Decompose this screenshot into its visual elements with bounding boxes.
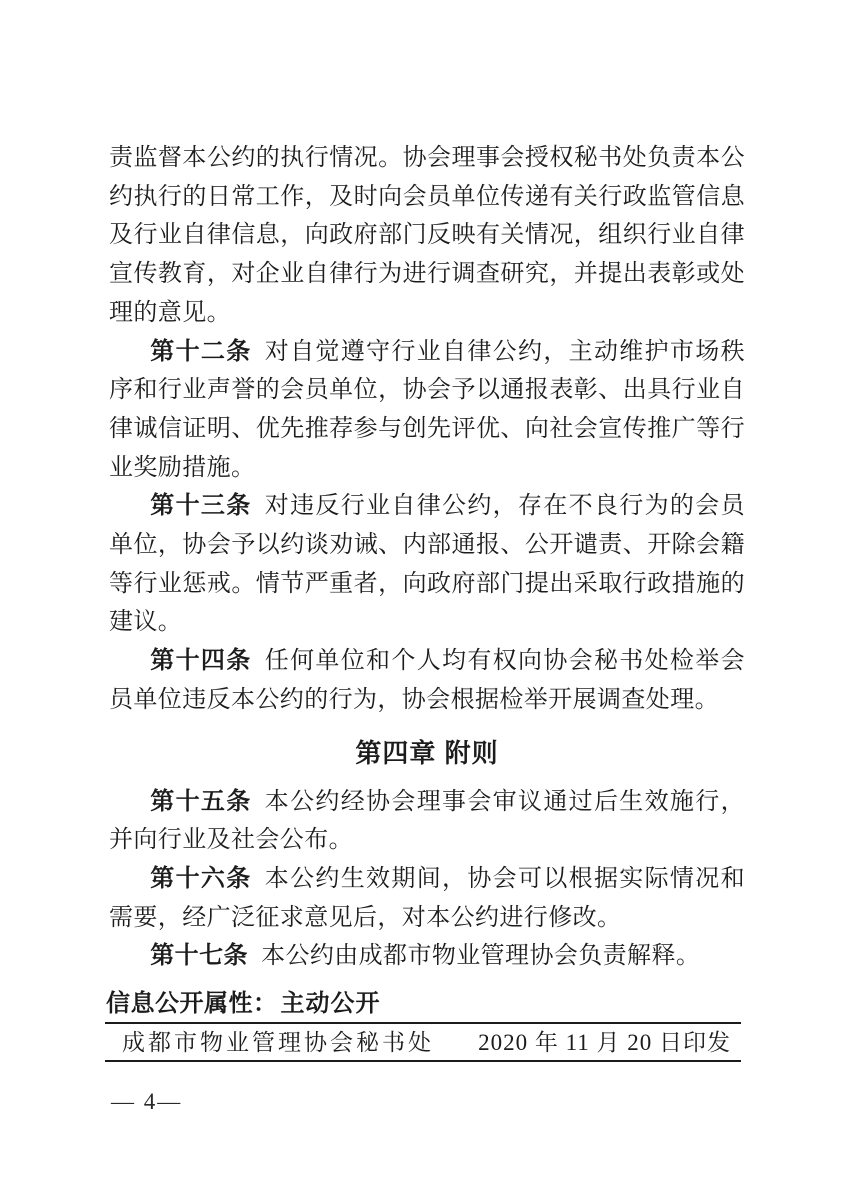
footer-top-rule bbox=[105, 1022, 741, 1024]
article-number: 第十六条 bbox=[150, 865, 252, 892]
article-number: 第十五条 bbox=[150, 788, 252, 815]
article-paragraph bbox=[109, 860, 745, 937]
article-paragraph bbox=[109, 487, 745, 642]
article-number: 第十四条 bbox=[150, 648, 252, 675]
article-paragraph bbox=[109, 783, 745, 860]
article-paragraph bbox=[109, 642, 745, 719]
footer-bottom-rule bbox=[105, 1060, 741, 1062]
chapter-heading: 第四章 附则 bbox=[355, 737, 499, 768]
disclosure-attribute-value: 主动公开 bbox=[280, 991, 381, 1017]
article-number: 第十三条 bbox=[150, 493, 252, 520]
paragraph-text: 本公约由成都市物业管理协会负责解释。 bbox=[261, 943, 701, 970]
article-paragraph bbox=[109, 333, 745, 488]
paragraph-text: 对自觉遵守行业自律公约，主动维护市场秩序和行业声誉的会员单位，协会予以通报表彰、出具行业自律诚信证明、优先推荐参与创先评优、向社会宣传推广等行业奖励措施。 bbox=[109, 338, 745, 481]
paragraph-text: 本公约经协会理事会审议通过后生效施行，并向行业及社会公布。 bbox=[109, 788, 745, 854]
paragraph-text: 本公约生效期间，协会可以根据实际情况和需要，经广泛征求意见后，对本公约进行修改。 bbox=[109, 865, 745, 931]
paragraph-text: 任何单位和个人均有权向协会秘书处检举会员单位违反本公约的行为，协会根据检举开展调查处理。 bbox=[109, 648, 745, 713]
issue-date: 2020 年 11 月 20 日印发 bbox=[478, 1030, 731, 1055]
disclosure-attribute-line bbox=[106, 983, 381, 1018]
page-number: — 4— bbox=[111, 1089, 183, 1114]
article-number: 第十七条 bbox=[150, 943, 248, 970]
document-body bbox=[109, 139, 745, 976]
disclosure-attribute-label: 信息公开属性： bbox=[106, 990, 278, 1017]
paragraph-text: 责监督本公约的执行情况。协会理事会授权秘书处负责本公约执行的日常工作，及时向会员单位传递有关行政监管信息及行业自律信息，向政府部门反映有关情况，组织行业自律宣传教育，对企业自律行为进行调查研究，并提出表彰或处理的意见。 bbox=[109, 145, 745, 326]
paragraph-text: 对违反行业自律公约，存在不良行为的会员单位，协会予以约谈劝诫、内部通报、公开谴责、开除会籍等行业惩戒。情节严重者，向政府部门提出采取行政措施的建议。 bbox=[109, 493, 745, 636]
article-paragraph bbox=[109, 937, 745, 976]
body-paragraph bbox=[109, 139, 745, 333]
issuing-office: 成都市物业管理协会秘书处 bbox=[122, 1030, 434, 1055]
issuer-row bbox=[105, 1029, 741, 1057]
article-number: 第十二条 bbox=[150, 338, 252, 365]
